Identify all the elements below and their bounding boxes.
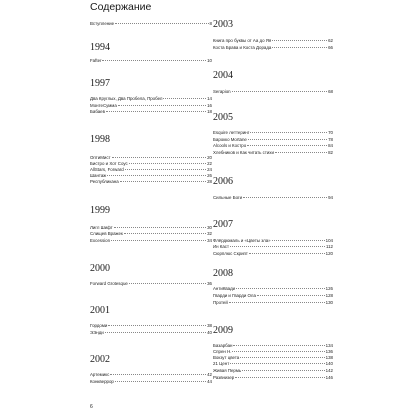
toc-entry-title: Бистро и Хот Соус — [90, 161, 128, 166]
toc-entry-page: 82 — [328, 150, 333, 155]
leader-dots — [107, 175, 206, 176]
toc-entry-title: Бабаев — [90, 109, 105, 114]
toc-entry-title: Esquire леттеринг — [213, 130, 250, 135]
leader-dots — [111, 240, 206, 241]
toc-entry-title: Сюрплюс Скрипт — [213, 251, 248, 256]
toc-entry-title: ОптиМист — [90, 155, 111, 160]
toc-entry[interactable] — [90, 96, 212, 103]
leader-dots — [242, 370, 324, 371]
toc-entry-page: 146 — [325, 375, 333, 380]
leader-dots — [229, 302, 325, 303]
toc-entry-title: AllStars, Forward — [90, 167, 124, 172]
toc-entry-page: 134 — [325, 343, 333, 348]
toc-entry-title: 21 Цент — [213, 361, 230, 366]
toc-entry-page: 138 — [325, 355, 333, 360]
leader-dots — [248, 139, 327, 140]
toc-entry-title: Forward Grotesque — [90, 281, 128, 286]
toc-entry-page: 18 — [207, 109, 212, 114]
toc-entry[interactable] — [213, 89, 333, 96]
toc-entry-page: 28 — [207, 179, 212, 184]
toc-entry[interactable] — [213, 300, 333, 307]
leader-dots — [115, 381, 206, 382]
section-year-heading: 1998 — [90, 134, 110, 145]
toc-entry[interactable] — [213, 293, 333, 300]
leader-dots — [243, 197, 327, 198]
toc-entry-page: 78 — [328, 137, 333, 142]
toc-entry-page: 70 — [328, 130, 333, 135]
toc-entry[interactable] — [90, 179, 212, 186]
leader-dots — [110, 374, 206, 375]
toc-entry-page: 8 — [209, 21, 212, 26]
toc-entry-page: 20 — [207, 155, 212, 160]
toc-entry-title: Гордоми — [90, 323, 108, 328]
toc-entry[interactable] — [213, 195, 333, 202]
toc-entry-title: Alcools и Костро — [213, 143, 247, 148]
leader-dots — [115, 23, 208, 24]
toc-entry-title: Живая Пермь — [213, 368, 242, 373]
toc-entry-title: Развнизер — [213, 375, 235, 380]
leader-dots — [275, 152, 327, 153]
toc-entry[interactable] — [213, 45, 333, 52]
leader-dots — [102, 60, 206, 61]
toc-entry-title: Конкверрор — [90, 379, 114, 384]
leader-dots — [240, 357, 324, 358]
toc-entry-title: МонтеСумма — [90, 103, 117, 108]
leader-dots — [247, 145, 327, 146]
toc-entry-title: Ин Каст — [213, 244, 230, 249]
toc-entry-title: Барокко Mortane — [213, 137, 247, 142]
leader-dots — [163, 98, 206, 99]
leader-dots — [114, 227, 206, 228]
section-year-heading: 2007 — [213, 219, 233, 230]
toc-entry-page: 16 — [207, 103, 212, 108]
toc-entry[interactable] — [213, 368, 333, 375]
toc-entry-title: Лигл Шифт — [90, 225, 113, 230]
toc-entry-title: Артемикс — [90, 372, 110, 377]
toc-entry[interactable] — [213, 150, 333, 157]
toc-entry-title: Fafter — [90, 58, 102, 63]
toc-entry[interactable] — [90, 330, 212, 337]
section-year-heading: 2006 — [213, 176, 233, 187]
toc-entry[interactable] — [213, 286, 333, 293]
toc-entry-page: 140 — [325, 361, 333, 366]
toc-entry-page: 30 — [207, 225, 212, 230]
leader-dots — [120, 181, 206, 182]
toc-entry-page: 44 — [207, 379, 212, 384]
section-year-heading: 1999 — [90, 205, 110, 216]
toc-entry[interactable] — [90, 372, 212, 379]
toc-entry-page: 36 — [207, 281, 212, 286]
toc-entry-title: АнтиКвади — [213, 286, 236, 291]
toc-entry-page: 32 — [207, 231, 212, 236]
toc-entry-page: 26 — [207, 173, 212, 178]
toc-entry-title: Флёрдюмаль и «Цветы зла» — [213, 238, 271, 243]
leader-dots — [232, 91, 328, 92]
toc-entry-title: Протей — [213, 300, 228, 305]
toc-entry-title: Слищев Вражек — [90, 231, 123, 236]
toc-entry-title: Гварди и Гварди Ола — [213, 293, 256, 298]
toc-entry-page: 34 — [207, 238, 212, 243]
toc-entry[interactable] — [90, 323, 212, 330]
toc-entry[interactable] — [213, 130, 333, 137]
toc-entry-title: Вступление — [90, 21, 115, 26]
toc-entry-page: 40 — [207, 330, 212, 335]
leader-dots — [272, 240, 325, 241]
toc-entry-title: Республикана — [90, 179, 119, 184]
toc-entry-page: 128 — [325, 293, 333, 298]
toc-entry-page: 84 — [328, 143, 333, 148]
toc-entry-intro[interactable] — [90, 21, 212, 28]
section-year-heading: 1994 — [90, 42, 110, 53]
toc-entry-title: Serapion — [213, 89, 231, 94]
section-year-heading: 1997 — [90, 78, 110, 89]
leader-dots — [124, 233, 206, 234]
toc-entry-title: Шантаж — [90, 173, 107, 178]
toc-entry-page: 38 — [207, 323, 212, 328]
toc-entry[interactable] — [213, 361, 333, 368]
toc-entry-page: 14 — [207, 96, 212, 101]
toc-entry-title: Два Круглых, Два Пробела, Пробел — [90, 96, 163, 101]
leader-dots — [257, 295, 325, 296]
toc-entry-title: Excession — [90, 238, 111, 243]
section-year-heading: 2001 — [90, 305, 110, 316]
toc-entry[interactable] — [90, 238, 212, 245]
toc-entry-title: Книга про буквы от Аа до Яя — [213, 38, 272, 43]
section-year-heading: 2005 — [213, 112, 233, 123]
toc-entry-page: 68 — [328, 89, 333, 94]
toc-entry-page: 42 — [207, 372, 212, 377]
leader-dots — [129, 163, 206, 164]
section-year-heading: 2009 — [213, 325, 233, 336]
toc-entry-page: 136 — [325, 349, 333, 354]
leader-dots — [105, 332, 206, 333]
leader-dots — [235, 377, 324, 378]
toc-entry-title: Сильные Боги — [213, 195, 243, 200]
leader-dots — [272, 47, 327, 48]
toc-entry-page: 120 — [325, 251, 333, 256]
toc-entry[interactable] — [90, 109, 212, 116]
leader-dots — [233, 345, 324, 346]
toc-entry-page: 112 — [326, 244, 333, 249]
toc-entry-page: 142 — [325, 368, 333, 373]
toc-entry-page: 126 — [325, 286, 333, 291]
leader-dots — [249, 253, 325, 254]
leader-dots — [236, 288, 325, 289]
leader-dots — [129, 283, 206, 284]
page-number: 6 — [90, 404, 93, 410]
leader-dots — [118, 105, 206, 106]
toc-entry-title: Хлебников и Как читать стихи — [213, 150, 274, 155]
toc-entry[interactable] — [90, 379, 212, 386]
toc-entry[interactable] — [213, 143, 333, 150]
toc-entry[interactable] — [213, 38, 333, 45]
leader-dots — [230, 363, 324, 364]
toc-entry-page: 104 — [325, 238, 333, 243]
toc-entry-title: Базарбан — [213, 343, 233, 348]
toc-entry-title: ЭЭнди — [90, 330, 104, 335]
leader-dots — [250, 132, 327, 133]
section-year-heading: 2008 — [213, 268, 233, 279]
toc-entry[interactable] — [213, 375, 333, 382]
toc-entry-page: 22 — [207, 161, 212, 166]
section-year-heading: 2003 — [213, 19, 233, 30]
toc-entry[interactable] — [213, 251, 333, 258]
leader-dots — [232, 351, 324, 352]
leader-dots — [106, 111, 206, 112]
leader-dots — [125, 169, 206, 170]
toc-entry-page: 24 — [207, 167, 212, 172]
section-year-heading: 2004 — [213, 70, 233, 81]
toc-entry[interactable] — [90, 58, 212, 65]
toc-entry-page: 10 — [207, 58, 212, 63]
toc-entry-page: 130 — [325, 300, 333, 305]
leader-dots — [230, 246, 325, 247]
toc-entry-page: 66 — [328, 45, 333, 50]
leader-dots — [108, 325, 206, 326]
toc-entry-title: Спрен Н. — [213, 349, 232, 354]
toc-entry[interactable] — [90, 231, 212, 238]
leader-dots — [112, 157, 207, 158]
page-title: Содержание — [90, 1, 152, 13]
section-year-heading: 2000 — [90, 263, 110, 274]
toc-entry-page: 62 — [328, 38, 333, 43]
toc-entry[interactable] — [213, 244, 333, 251]
toc-entry-page: 94 — [328, 195, 333, 200]
leader-dots — [272, 40, 327, 41]
toc-entry-title: Коста Брава и Коста Дорада — [213, 45, 272, 50]
toc-entry[interactable] — [90, 281, 212, 288]
toc-entry-title: Вокзут цвета — [213, 355, 240, 360]
section-year-heading: 2002 — [90, 354, 110, 365]
